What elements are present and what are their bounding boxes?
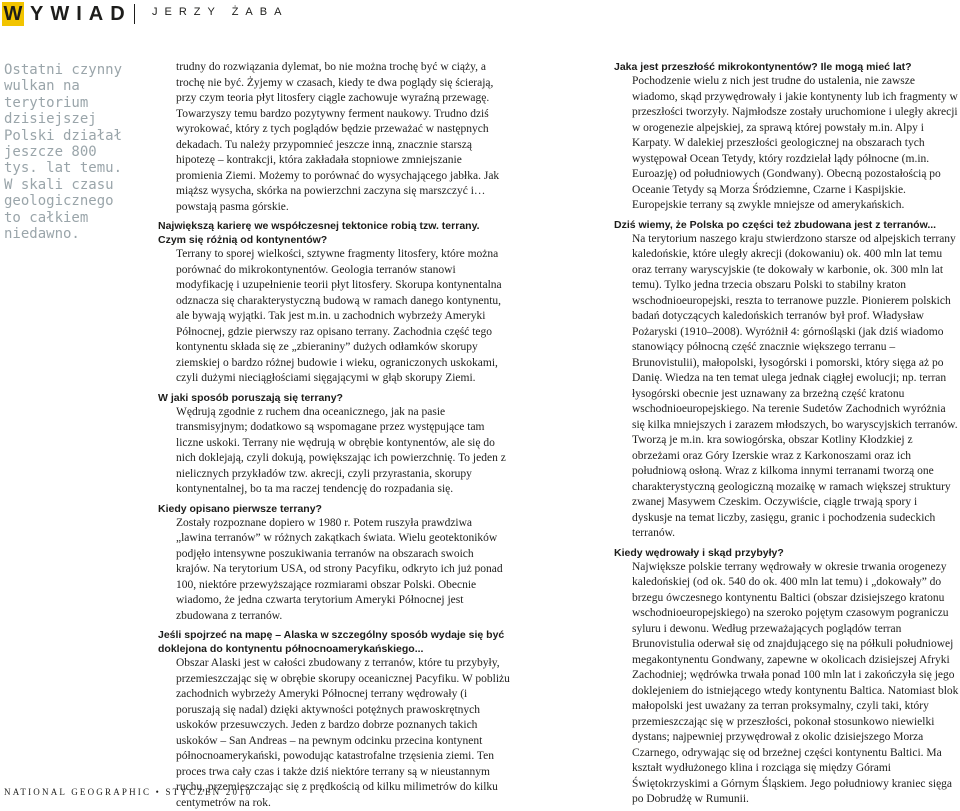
pull-quote: Ostatni czynny wulkan na terytorium dzisiejszej Polski działał jeszcze 800 tys. lat temu. W skali czasu geologicznego to całkiem niedawno. [4, 62, 123, 243]
author-name: JERZY ŻABA [152, 6, 289, 18]
question-heading: W jaki sposób poruszają się terrany? [158, 391, 343, 404]
question-heading: Kiedy opisano pierwsze terrany? [158, 502, 322, 515]
right-column [614, 60, 960, 808]
section-title-initial: W [3, 2, 23, 25]
section-title-rest: YWIAD [30, 2, 132, 25]
paragraph: Zostały rozpoznane dopiero w 1980 r. Potem ruszyła prawdziwa „lawina terranów” w różnych zakątkach świata. Wielu geotektoników podjęło intensywne poszukiwania terranów na obszarach swoich krajów. Na terytorium USA, od strony Pacyfiku, odkryto ich już ponad 100, niektóre przewyższające rozmiarami obszar Polski. Obecnie wiadomo, że jedna czwarta terytorium Ameryki Północnej jest zbudowana z terranów. [176, 516, 503, 622]
paragraph: Wędrują zgodnie z ruchem dna oceanicznego, jak na pasie transmisyjnym; dodatkowo są wspomagane przez występujące tam liczne uskoki. Terrany nie wędrują w obrębie kontynentów, ale się do nich doklejają, czyli dokują, powiększając ich powierzchnię. To jeden z nielicznych przykładów tzw. akrecji, czyli przyrastania, skorupy kontynentalnej, bo ta ma raczej tendencję do rozpadania się. [176, 405, 506, 495]
question-heading: Kiedy wędrowały i skąd przybyły? [614, 546, 784, 559]
page-footer: NATIONAL GEOGRAPHIC • STYCZEŃ 2010 [4, 787, 253, 797]
header-divider [134, 4, 135, 24]
question-heading: Największą karierę we współczesnej tektonice robią tzw. terrany. Czym się różnią od kontynentów? [158, 220, 480, 246]
paragraph: Obszar Alaski jest w całości zbudowany z terranów, które tu przybyły, przemieszczając się w obrębie skorupy oceanicznej Pacyfiku. W pobliżu zachodnich wybrzeży Ameryki Północnej terrany wędrowały (i poruszają się nadal) dzięki aktywności potężnych prawoskrętnych uskoków przesuwczych. Jeden z bardzo dobrze poznanych takich uskoków – San Andreas – na pewnym odcinku przecina kontynent północnoamerykański, powodując katastrofalne trzęsienia ziemi. Ten proces trwa cały czas i także dziś niektóre terrany są w nieustannym ruchu, przemieszczając się z prędkością od kilku milimetrów do kilku centymetrów na rok. [176, 657, 510, 809]
page-header [0, 0, 960, 30]
paragraph: Terrany to sporej wielkości, sztywne fragmenty litosfery, które można porównać do mikrokontynentów. Geologia terranów stanowi modyfikację i uzupełnienie teorii płyt litosfery. Skorupa kontynentalna odznacza się charakterystyczną budową w ramach danego kontynentu, ale bywają wyjątki. Tak jest m.in. u zachodnich wybrzeży Ameryki Północnej, gdzie pierwszy raz opisano terrany. Zachodnia część tego kontynentu składa się ze „zbieraniny” dużych odłamków skorupy ziemskiej o bardzo różnej budowie i wieku, ograniczonych uskokami, czyli dużymi nieciągłościami sięgającymi w głąb skorupy Ziemi. [176, 248, 502, 384]
question-heading: Jeśli spojrzeć na mapę – Alaska w szczególny sposób wydaje się być doklejona do kontynentu północnoamerykańskiego... [158, 629, 505, 655]
section-title [0, 0, 132, 28]
question-heading: Jaka jest przeszłość mikrokontynentów? Ile mogą mieć lat? [614, 61, 912, 73]
paragraph: trudny do rozwiązania dylemat, bo nie można trochę być w ciąży, a trochę nie być. Żyjemy w czasach, kiedy te dwa poglądy się ścierają, przy czym teoria płyt litosfery ciągle zachowuje wyraźną przewagę. Towarzyszy temu bardzo pozytywny ferment naukowy. Trudno dziś wyrokować, który z tych poglądów będzie przeważać w następnych dekadach. Tu należy przypomnieć jeszcze inną, znacznie starszą hipotezę – kontrakcji, która zakładała stopniowe zmniejszanie promienia Ziemi. Możemy to porównać do wysychającego jabłka. Jak miąższ wysycha, skórka na powierzchni zaczyna się marszczyć i… powstają pasma górskie. [176, 61, 500, 213]
question-heading: Dziś wiemy, że Polska po części też zbudowana jest z terranów... [614, 218, 937, 231]
paragraph: Największe polskie terrany wędrowały w okresie trwania orogenezy kaledońskiej (od ok. 540 do ok. 400 mln lat temu) i „dokowały” do brzegu ówczesnego kontynentu Baltici (obszar dzisiejszego kratonu wschodnioeuropejskiego) na szeroko pojętym czasowym pograniczu syluru i dewonu. Według przeważających poglądów terran Brunovistulia oderwał się od znajdującego się na półkuli południowej megakontynentu Gondwany, zapewne w okolicach dzisiejszej Afryki Zachodniej; wędrówka trwała ponad 100 mln lat i zakończyła się jego doklejeniem do istniejącego wtedy kontynentu Baltica. Natomiast blok małopolski jest uważany za terran proksymalny, czyli taki, który przemieszczając się w przeszłości, pokonał stosunkowo niewielki dystans; najpewniej przywędrował z okolic dzisiejszego Morza Czarnego, odrywając się od brzeżnej części kontynentu Baltici. Ma kształt wydłużonego klina i rozciąga się między Górami Świętokrzyskimi a Górnym Śląskiem. Jego południowy kraniec sięga po Dobrudżę w Rumunii. [632, 560, 959, 805]
paragraph: Pochodzenie wielu z nich jest trudne do ustalenia, nie zawsze wiadomo, skąd przywędrowały i jakie kontynenty lub ich fragmenty w przeszłości tworzyły. Najmłodsze zostały uruchomione i uległy akrecji w orogenezie alpejskiej, za sprawą której powstały m.in. Alpy i Karpaty. W dalekiej przeszłości geologicznej na obszarach tych występował Ocean Tetydy, który rozdzielał lądy północne (m.in. Euroazję) od południowych (Gondwany). Obecną pozostałością po Oceanie Tetydy są Morza Śródziemne, Czarne i Kaspijskie. Europejskie terrany są zwykle mniejsze od amerykańskich. [632, 75, 958, 211]
paragraph: Na terytorium naszego kraju stwierdzono starsze od alpejskich terrany kaledońskie, które uległy akrecji (dokowaniu) ok. 400 mln lat temu oraz terrany waryscyjskie (te dokowały w karbonie, ok. 300 mln lat temu). Tylko jedna trzecia obszaru Polski to stabilny kraton wschodnioeuropejski, reszta to terranowe puzzle. Pionierem polskich badań dotyczących kaledońskich terranów był prof. Władysław Pożaryski (1910–2008). Wyróżnił 4: górnośląski (jak dziś wiadomo stanowiący północną część znacznie większego terranu – Brunovistulii), małopolski, łysogórski i pomorski, który sięga aż po Danię. Wiedza na ten temat ulega jednak ciągłej ewolucji; np. terran łysogórski obecnie jest uznawany za brzeżną część kratonu wschodnioeuropejskiego. Na terenie Sudetów Zachodnich wyróżnia się kilka mniejszych i zarazem młodszych, bo waryscyjskich terranów. Tworzą je m.in. kra sowiogórska, obszar Kotliny Kłodzkiej z obrzeżami oraz Góry Izerskie wraz z Karkonoszami oraz ich południową osłoną. Wraz z kilkoma innymi terranami tworzą one charakterystyczną geologiczną mozaikę w ramach większej struktury zwanej Masywem Czeskim. Oczywiście, ciągle trwają spory i dyskusje na temat liczby, zasięgu, granic i pochodzenia sudeckich terranów. [632, 232, 958, 539]
middle-column [158, 60, 510, 811]
